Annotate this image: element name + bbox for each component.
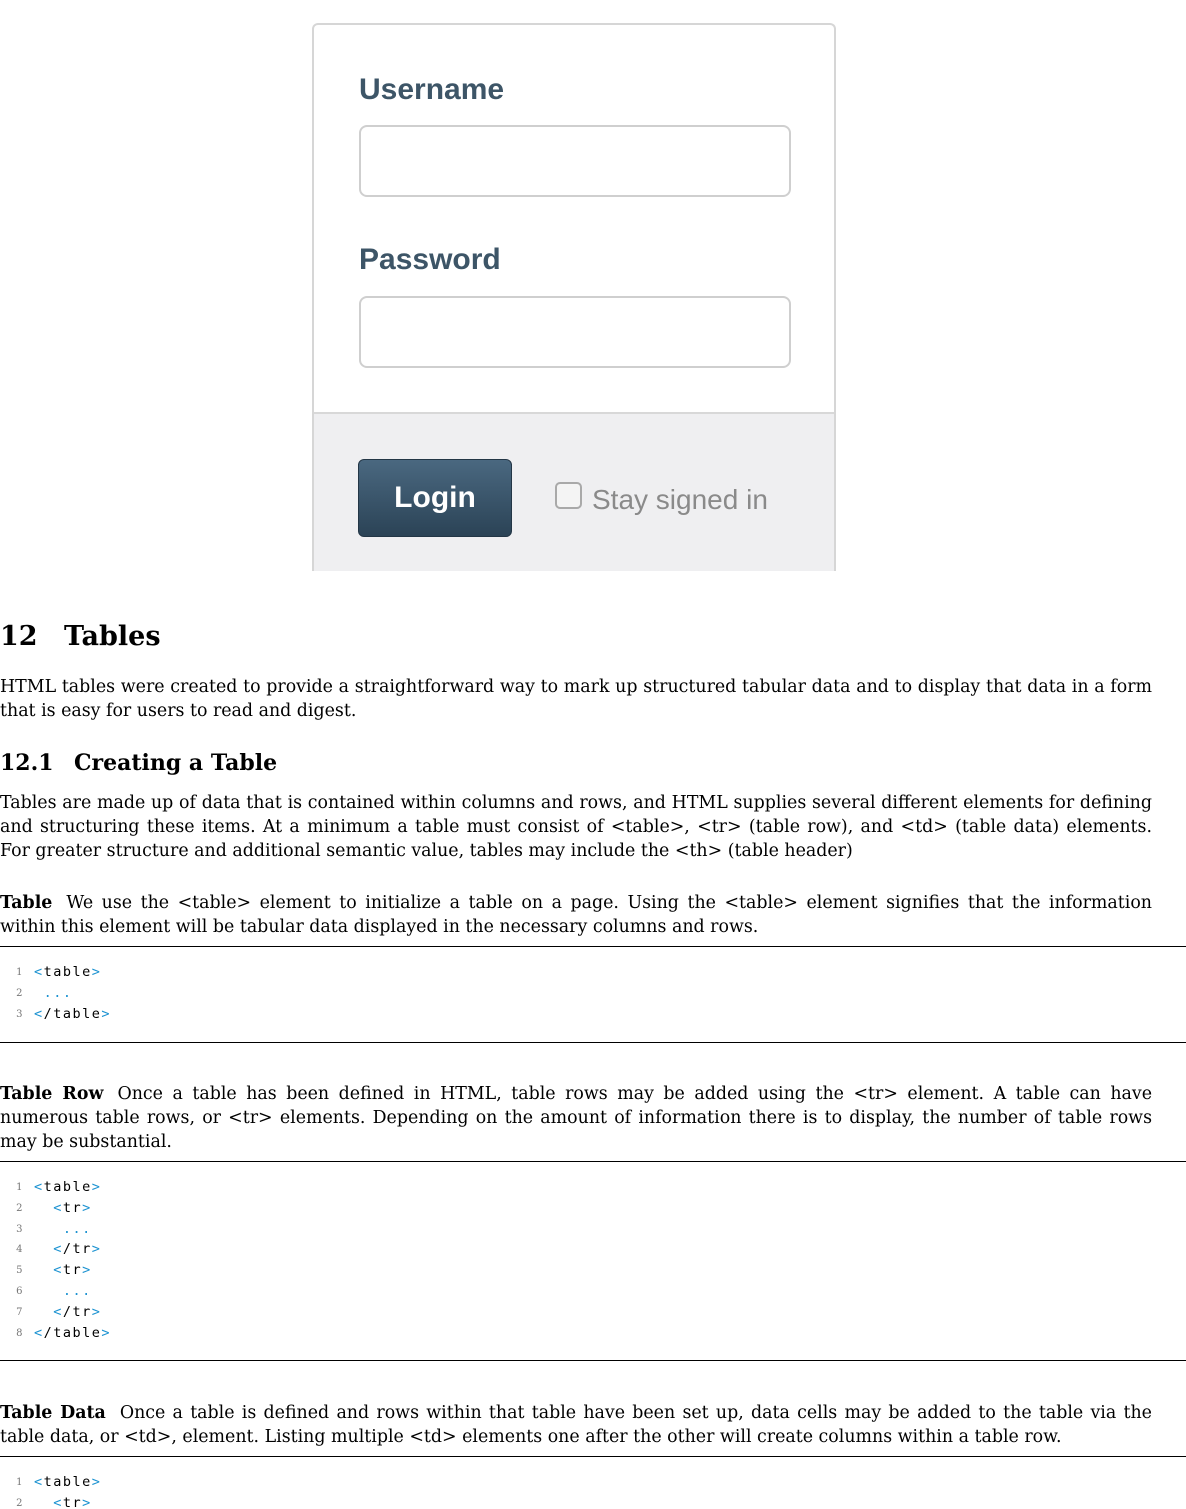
- table-data-paragraph: [0, 1401, 1152, 1449]
- line-number: 8: [16, 1327, 24, 1339]
- code-text: <tr>: [53, 1199, 92, 1216]
- line-number: 1: [16, 1182, 24, 1193]
- login-form-figure: [312, 23, 836, 571]
- table-row-paragraph-text: Once a table has been defined in HTML, table rows may be added using the <tr> element. A table can have numerous table rows, or <tr> elements. Depending on the amount of information there is to display, the number of table rows may be substantial.: [0, 1084, 1153, 1152]
- table-paragraph-heading: Table: [0, 893, 53, 913]
- line-number: 1: [16, 1477, 24, 1488]
- code-listing-table-data: [0, 1456, 1186, 1509]
- code-text: ...: [62, 1220, 92, 1237]
- stay-signed-in-checkbox[interactable]: [555, 482, 582, 509]
- table-data-paragraph-heading: Table Data: [0, 1403, 106, 1423]
- section-title: Tables: [64, 621, 161, 652]
- password-label: Password: [359, 243, 501, 276]
- section-heading: [0, 621, 161, 652]
- subsection-number: 12.1: [0, 750, 54, 776]
- line-number: 2: [16, 1497, 24, 1509]
- code-text: </table>: [34, 1324, 112, 1341]
- line-number: 2: [16, 1202, 24, 1214]
- line-number: 3: [16, 1008, 24, 1020]
- subsection-heading: [0, 750, 277, 776]
- table-row-paragraph: [0, 1082, 1152, 1154]
- login-button[interactable]: Login: [358, 459, 512, 537]
- code-listing-table: [0, 946, 1186, 1043]
- subsection-body: Tables are made up of data that is contained within columns and rows, and HTML supplies several different elements for defining and structuring these items. At a minimum a table must consist of <table>, <tr> (table row), and <td> (table data) elements. For greater structure and additional semantic value, tables may include the <th> (table header): [0, 793, 1152, 861]
- table-paragraph-text: We use the <table> element to initialize a table on a page. Using the <table> element signifies that the information within this element will be tabular data displayed in the necessary columns and rows.: [0, 893, 1152, 937]
- line-number: 1: [16, 967, 24, 978]
- code-listing-table-row: [0, 1161, 1186, 1361]
- username-label: Username: [359, 73, 505, 106]
- code-text: </tr>: [53, 1303, 102, 1320]
- code-text: <table>: [34, 964, 102, 980]
- password-input[interactable]: [359, 296, 791, 368]
- line-number: 5: [16, 1265, 24, 1277]
- code-text: <table>: [34, 1474, 102, 1490]
- code-text: <table>: [34, 1179, 102, 1195]
- line-number: 7: [16, 1306, 24, 1318]
- code-text: </table>: [34, 1005, 112, 1022]
- line-number: 2: [16, 987, 24, 999]
- login-form-footer: [314, 412, 834, 571]
- line-number: 3: [16, 1223, 24, 1235]
- code-text: </tr>: [53, 1241, 102, 1258]
- line-number: 4: [16, 1244, 24, 1256]
- table-row-paragraph-heading: Table Row: [0, 1084, 104, 1104]
- section-number: 12: [0, 621, 38, 652]
- code-text: ...: [43, 984, 73, 1001]
- code-text: <tr>: [53, 1262, 92, 1279]
- line-number: 6: [16, 1286, 24, 1297]
- username-input[interactable]: [359, 125, 791, 197]
- code-text: <tr>: [53, 1494, 92, 1509]
- stay-signed-in-label[interactable]: Stay signed in: [592, 484, 768, 515]
- table-paragraph: [0, 891, 1152, 939]
- section-intro: HTML tables were created to provide a straightforward way to mark up structured tabular data and to display that data in a form that is easy for users to read and digest.: [0, 677, 1152, 721]
- table-data-paragraph-text: Once a table is defined and rows within that table have been set up, data cells may be added to the table via the table data, or <td>, element. Listing multiple <td> elements one after the other will create columns within a table row.: [0, 1403, 1152, 1447]
- code-text: ...: [62, 1283, 92, 1299]
- login-form-body: [314, 25, 834, 413]
- subsection-title: Creating a Table: [74, 750, 278, 776]
